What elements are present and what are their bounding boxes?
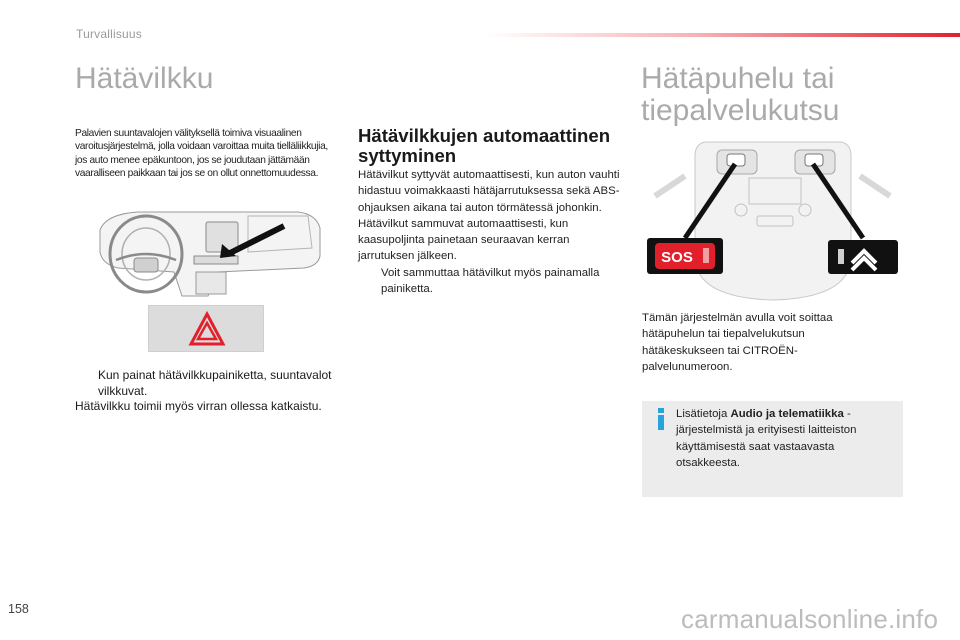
hazard-intro-text: Palavien suuntavalojen välityksellä toimiva visuaalinen varoitusjärjestelmä, jolla voidaan varoittaa muita tielläliikkujia, jos auto menee epäkuntoon, jos se joudutaan jättämään vaaralliseen paikkaan tai jos se on ollut onnettomuudessa. — [75, 128, 328, 180]
list-item — [75, 368, 345, 399]
hazard-warning-title: Hätävilkku — [75, 62, 214, 95]
info-text — [676, 406, 894, 471]
activation-paragraph: Hätävilkut syttyvät automaattisesti, kun auton vauhti hidastuu voimakkaasti hätäjarrutuksessa sekä ABS-ohjauksen aikana tai auton törmätessä johonkin. — [358, 169, 620, 214]
header-accent-bar — [485, 33, 960, 37]
hazard-triangle-icon — [149, 306, 265, 353]
bullet-arrow-icon — [75, 368, 98, 399]
hazard-bullet-text: Kun painat hätävilkkupainiketta, suuntavalot vilkkuvat. — [98, 368, 332, 398]
hazard-button-illustration — [148, 305, 264, 352]
automatic-activation-title: Hätävilkkujen automaattinen syttyminen — [358, 125, 611, 166]
info-text-prefix: Lisätietoja — [676, 408, 731, 420]
bullet-arrow-icon — [358, 265, 381, 298]
automatic-activation-text — [358, 167, 620, 297]
section-title: Turvallisuus — [76, 27, 142, 41]
list-item — [358, 265, 620, 298]
hazard-note-text: Hätävilkku toimii myös virran ollessa katkaistu. — [75, 399, 322, 413]
watermark: carmanualsonline.info — [681, 604, 939, 634]
emergency-call-description: Tämän järjestelmän avulla voit soittaa hätäpuhelun tai tiepalvelukutsun hätäkeskukseen tai CITROËN-palvelunumeroon. — [642, 312, 833, 373]
info-icon — [653, 408, 669, 430]
dashboard-illustration — [98, 208, 324, 298]
sos-console-illustration — [645, 138, 900, 303]
hazard-usage-block — [75, 368, 345, 415]
switch-off-bullet-text: Voit sammuttaa hätävilkut myös painamalla painiketta. — [381, 266, 600, 296]
info-text-suffix: -järjestelmistä ja erityisesti laitteiston käyttämisestä saat vastaavasta otsakkeesta. — [676, 408, 857, 469]
page-number: 158 — [8, 602, 29, 616]
info-text-reference: Audio ja telematiikka — [730, 408, 844, 420]
info-box — [642, 401, 903, 497]
emergency-call-title: Hätäpuhelu tai tiepalvelukutsu — [641, 62, 840, 127]
sos-button-label: SOS — [661, 249, 693, 266]
deactivation-paragraph: Hätävilkut sammuvat automaattisesti, kun kaasupoljinta painetaan seuraavan kerran jarrutuksen jälkeen. — [358, 217, 570, 263]
